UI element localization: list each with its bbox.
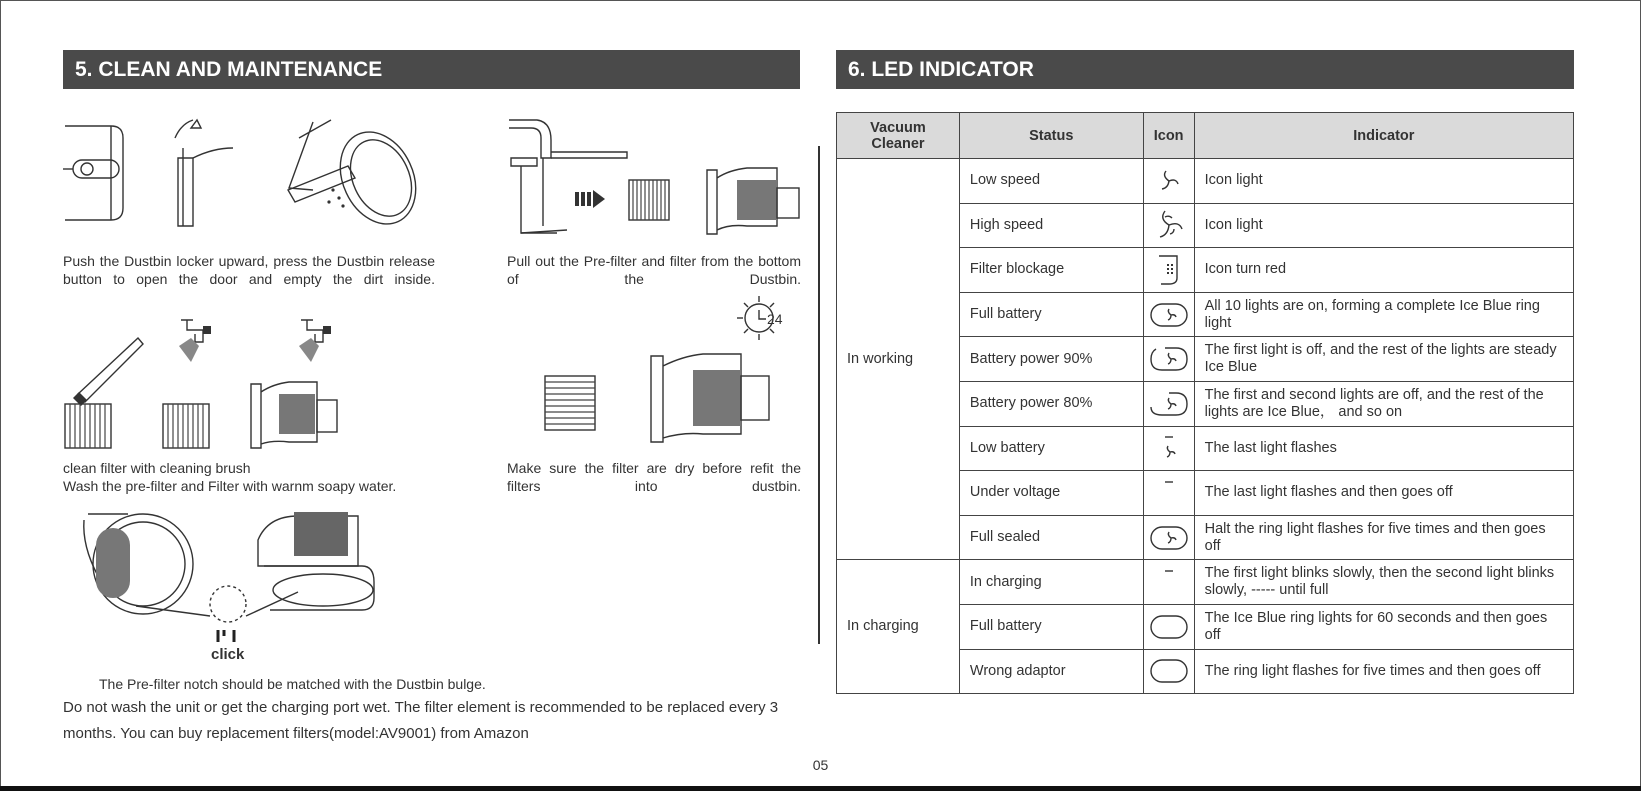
low-battery-icon: [1156, 433, 1182, 463]
table-header-row: [837, 113, 1574, 159]
notch-note: The Pre-filter notch should be matched with the Dustbin bulge.: [99, 676, 486, 692]
status-cell: Filter blockage: [959, 248, 1143, 293]
dash-icon: [1156, 567, 1182, 597]
ring-90-icon: [1149, 346, 1189, 372]
status-cell: Full sealed: [959, 515, 1143, 560]
dash-icon: [1156, 478, 1182, 508]
status-cell: High speed: [959, 203, 1143, 248]
led-indicator-table: [836, 112, 1574, 694]
indicator-cell: The last light flashes: [1194, 426, 1573, 471]
refit-filter-illustration: [543, 350, 803, 450]
status-cell: Low speed: [959, 159, 1143, 204]
status-cell: Under voltage: [959, 471, 1143, 516]
indicator-cell: All 10 lights are on, forming a complete Ice Blue ring light: [1194, 292, 1573, 337]
group-in-working: In working: [837, 159, 960, 560]
status-cell: Low battery: [959, 426, 1143, 471]
indicator-cell: The ring light flashes for five times and then goes off: [1194, 649, 1573, 694]
clean-maintenance-header: 5. CLEAN AND MAINTENANCE: [63, 50, 800, 89]
step4-caption: Make sure the filter are dry before refit the filters into dustbin.: [507, 460, 801, 494]
indicator-cell: The first light is off, and the rest of the lights are steady Ice Blue: [1194, 337, 1573, 382]
wash-filter-illustration: [63, 312, 353, 452]
table-row: [837, 560, 1574, 605]
warning-line2: months. You can buy replacement filters(model:AV9001) from Amazon: [63, 725, 529, 742]
ring-sealed-icon: [1149, 525, 1189, 551]
step1-caption: Push the Dustbin locker upward, press the Dustbin release button to open the door and empty the dirt inside.: [63, 253, 435, 287]
indicator-cell: Icon turn red: [1194, 248, 1573, 293]
fan-high-icon: [1153, 209, 1185, 241]
status-cell: Battery power 80%: [959, 381, 1143, 426]
status-cell: Full battery: [959, 292, 1143, 337]
status-cell: In charging: [959, 560, 1143, 605]
indicator-cell: The last light flashes and then goes off: [1194, 471, 1573, 516]
page-bottom-edge: [0, 786, 1641, 791]
table-row: [837, 159, 1574, 204]
col-header-icon: Icon: [1143, 113, 1194, 159]
indicator-cell: Icon light: [1194, 203, 1573, 248]
warning-line1: Do not wash the unit or get the charging port wet. The filter element is recommended to be replaced every 3: [63, 699, 779, 716]
pull-filter-illustration: [507, 118, 802, 238]
page-number: 05: [812, 757, 829, 773]
fan-low-icon: [1156, 168, 1182, 194]
led-indicator-header: 6. LED INDICATOR: [836, 50, 1574, 89]
ring-empty-icon: [1149, 614, 1189, 640]
ring-80-icon: [1149, 391, 1189, 417]
step2-caption: Pull out the Pre-filter and filter from the bottom of the Dustbin.: [507, 253, 801, 287]
step3-line2: Wash the pre-filter and Filter with warnm soapy water.: [63, 478, 397, 494]
filter-icon: [1155, 252, 1183, 288]
status-cell: Full battery: [959, 604, 1143, 649]
step3-line1: clean filter with cleaning brush: [63, 460, 251, 476]
step3-caption: [63, 459, 435, 495]
col-header-status: Status: [959, 113, 1143, 159]
indicator-cell: Icon light: [1194, 159, 1573, 204]
status-cell: Battery power 90%: [959, 337, 1143, 382]
col-header-vacuum-cleaner: Vacuum Cleaner: [837, 113, 960, 159]
indicator-cell: The first light blinks slowly, then the second light blinks slowly, ----- until full: [1194, 560, 1573, 605]
indicator-cell: Halt the ring light flashes for five times and then goes off: [1194, 515, 1573, 560]
indicator-cell: The first and second lights are off, and the rest of the lights are Ice Blue， and so on: [1194, 381, 1573, 426]
notch-click-illustration: [78, 506, 378, 636]
drying-hours-label: 24: [767, 311, 783, 327]
click-label: click: [211, 646, 245, 663]
dustbin-open-illustration: [63, 118, 433, 228]
ring-empty-icon: [1149, 658, 1189, 684]
group-in-charging: In charging: [837, 560, 960, 694]
ring-full-icon: [1149, 302, 1189, 328]
status-cell: Wrong adaptor: [959, 649, 1143, 694]
col-header-indicator: Indicator: [1194, 113, 1573, 159]
indicator-cell: The Ice Blue ring lights for 60 seconds and then goes off: [1194, 604, 1573, 649]
section-divider: [818, 146, 820, 644]
